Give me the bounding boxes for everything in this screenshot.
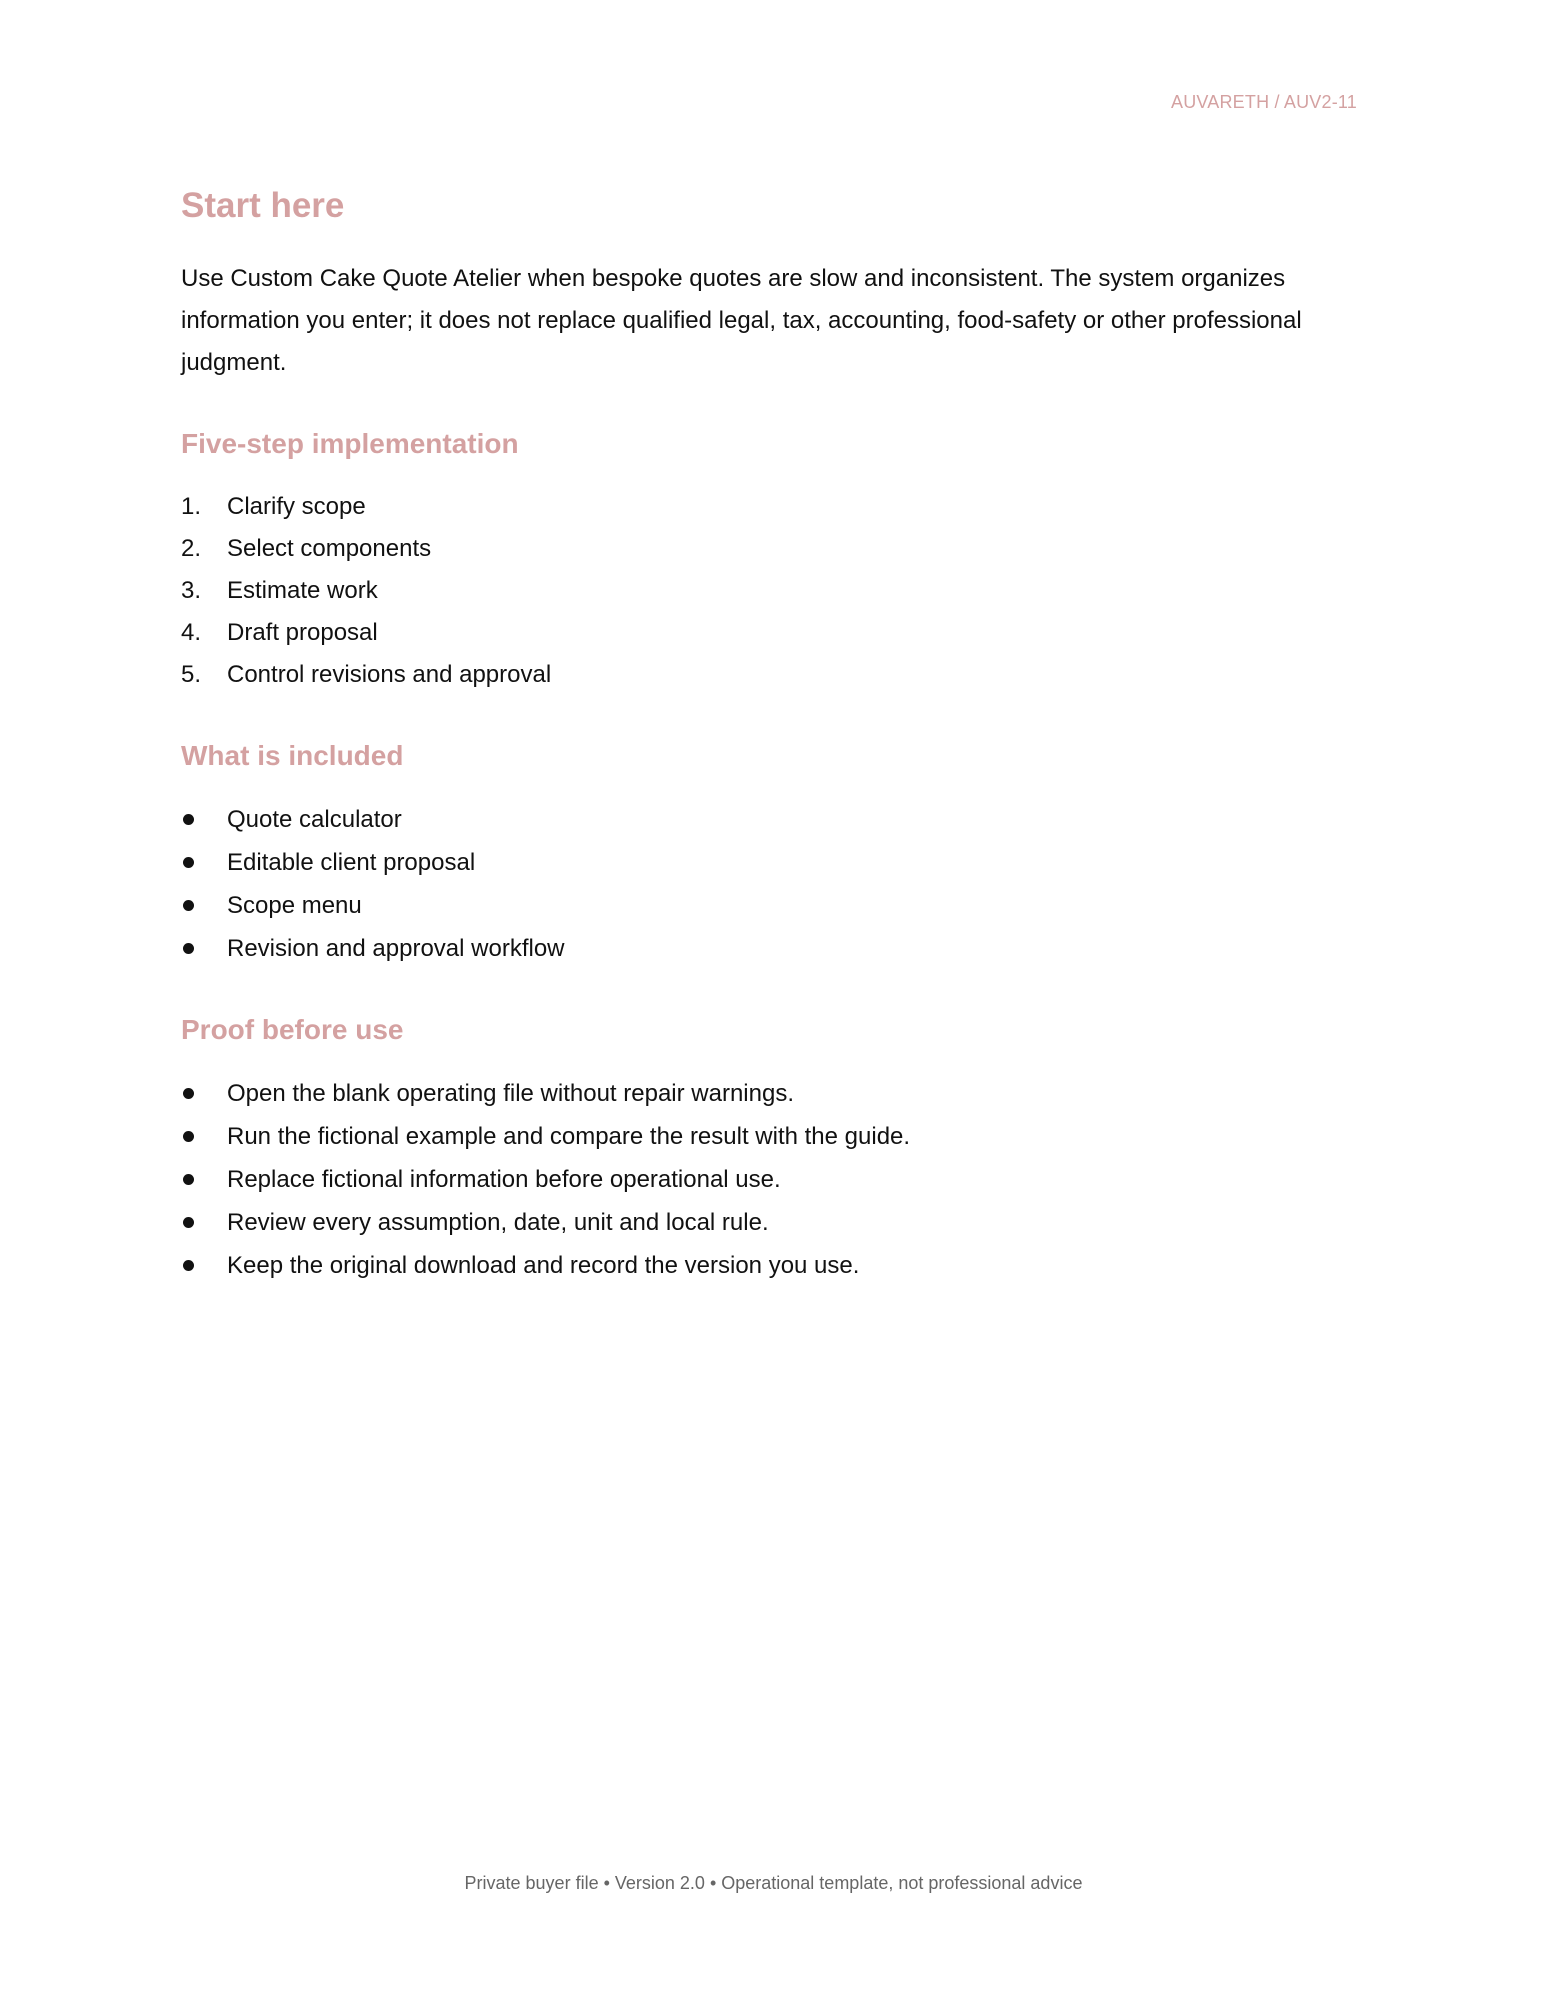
proof-list — [181, 1072, 1367, 1287]
bullet-icon — [183, 1088, 194, 1099]
bullet-icon — [183, 943, 194, 954]
bullet-icon — [183, 1131, 194, 1142]
list-item-text: Run the fictional example and compare the result with the guide. — [227, 1123, 911, 1150]
list-item — [181, 612, 1367, 654]
list-item — [181, 884, 1367, 927]
list-item — [181, 486, 1367, 528]
list-item — [181, 1201, 1367, 1244]
list-item — [181, 1244, 1367, 1287]
list-item-text: Draft proposal — [227, 619, 378, 646]
list-item-text: Estimate work — [227, 577, 378, 604]
list-number: 5. — [181, 661, 202, 688]
list-item-text: Replace fictional information before operational use. — [227, 1166, 781, 1193]
list-item-text: Editable client proposal — [227, 849, 476, 876]
list-item — [181, 654, 1367, 696]
bullet-icon — [183, 1260, 194, 1271]
page-title: Start here — [181, 186, 345, 225]
section-title-proof: Proof before use — [181, 1014, 404, 1045]
section-title-included: What is included — [181, 740, 404, 771]
steps-list — [181, 486, 1367, 696]
bullet-icon — [183, 900, 194, 911]
list-item — [181, 1158, 1367, 1201]
list-item-text: Select components — [227, 535, 432, 562]
list-item-text: Scope menu — [227, 892, 362, 919]
list-item-text: Revision and approval workflow — [227, 935, 565, 962]
page-footer: Private buyer file • Version 2.0 • Operational template, not professional advice — [464, 1873, 1083, 1893]
bullet-icon — [183, 857, 194, 868]
bullet-icon — [183, 1217, 194, 1228]
list-number: 3. — [181, 577, 202, 604]
header-reference: AUVARETH / AUV2-11 — [1171, 92, 1357, 112]
list-item — [181, 1115, 1367, 1158]
intro-paragraph: Use Custom Cake Quote Atelier when bespoke quotes are slow and inconsistent. The system organizes information you enter; it does not replace qualified legal, tax, accounting, food-safety or other professional judgment. — [181, 265, 1302, 376]
list-item — [181, 798, 1367, 841]
list-number: 2. — [181, 535, 202, 562]
list-item-text: Quote calculator — [227, 806, 402, 833]
included-list — [181, 798, 1367, 970]
bullet-icon — [183, 814, 194, 825]
list-item-text: Open the blank operating file without repair warnings. — [227, 1080, 794, 1107]
list-item-text: Keep the original download and record the version you use. — [227, 1252, 860, 1279]
list-item-text: Review every assumption, date, unit and local rule. — [227, 1209, 769, 1236]
bullet-icon — [183, 1174, 194, 1185]
list-item — [181, 570, 1367, 612]
list-item — [181, 528, 1367, 570]
main-content — [181, 180, 1367, 1287]
list-item-text: Clarify scope — [227, 493, 366, 520]
list-item — [181, 1072, 1367, 1115]
list-item — [181, 841, 1367, 884]
list-item-text: Control revisions and approval — [227, 661, 552, 688]
list-number: 4. — [181, 619, 202, 646]
list-number: 1. — [181, 493, 202, 520]
section-title-steps: Five-step implementation — [181, 428, 519, 459]
list-item — [181, 927, 1367, 970]
